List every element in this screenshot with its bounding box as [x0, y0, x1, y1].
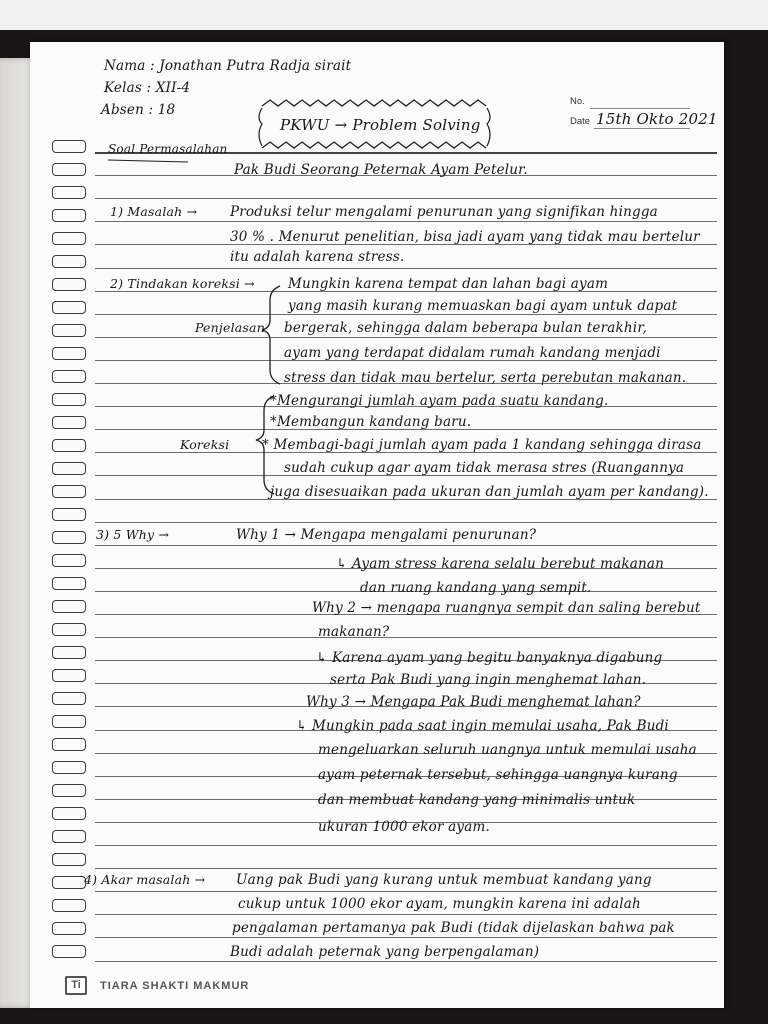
- note-line: dan membuat kandang yang minimalis untuk: [318, 792, 636, 808]
- note-line: Why 2 → mengapa ruangnya sempit dan saling berebut: [312, 600, 701, 616]
- note-line: Mungkin karena tempat dan lahan bagi ayam: [288, 276, 609, 292]
- no-label: No.: [570, 96, 585, 107]
- note-line: ayam yang terdapat didalam rumah kandang menjadi: [284, 345, 661, 361]
- note-line: Why 3 → Mengapa Pak Budi menghemat lahan?: [306, 694, 641, 710]
- note-line: ↳ Ayam stress karena selalu berebut makanan: [336, 556, 665, 572]
- note-line: Budi adalah peternak yang berpengalaman): [230, 944, 540, 960]
- date-value: 15th Okto 2021: [596, 110, 718, 128]
- note-line: 30 % . Menurut penelitian, bisa jadi ayam yang tidak mau bertelur: [230, 229, 700, 245]
- brand-logo: Ti: [65, 976, 87, 995]
- section-label: Penjelasan: [195, 320, 265, 335]
- student-name: Nama : Jonathan Putra Radja sirait: [104, 58, 352, 74]
- section-label: 4) Akar masalah →: [84, 872, 206, 887]
- soal-text: Pak Budi Seorang Peternak Ayam Petelur.: [234, 162, 528, 178]
- student-class: Kelas : XII-4: [104, 80, 191, 96]
- note-line: Why 1 → Mengapa mengalami penurunan?: [236, 527, 537, 543]
- section-label: Koreksi: [180, 437, 230, 452]
- section-label: 2) Tindakan koreksi →: [110, 276, 255, 291]
- note-line: serta Pak Budi yang ingin menghemat lahan.: [330, 672, 647, 688]
- note-line: bergerak, sehingga dalam beberapa bulan terakhir,: [284, 320, 647, 336]
- note-line: ukuran 1000 ekor ayam.: [318, 819, 490, 835]
- note-line: *Mengurangi jumlah ayam pada suatu kandang.: [270, 393, 609, 409]
- note-line: Produksi telur mengalami penurunan yang signifikan hingga: [230, 204, 658, 220]
- note-line: makanan?: [318, 624, 390, 640]
- note-line: ayam peternak tersebut, sehingga uangnya kurang: [318, 767, 678, 783]
- note-line: stress dan tidak mau bertelur, serta perebutan makanan.: [284, 370, 687, 386]
- note-line: pengalaman pertamanya pak Budi (tidak dijelaskan bahwa pak: [232, 920, 675, 936]
- note-line: cukup untuk 1000 ekor ayam, mungkin karena ini adalah: [238, 896, 641, 912]
- note-line: Uang pak Budi yang kurang untuk membuat kandang yang: [236, 872, 652, 888]
- student-absen: Absen : 18: [101, 102, 176, 118]
- note-line: ↳ Mungkin pada saat ingin memulai usaha, Pak Budi: [296, 718, 669, 734]
- note-line: sudah cukup agar ayam tidak merasa stres (Ruangannya: [284, 460, 685, 476]
- note-line: itu adalah karena stress.: [230, 249, 405, 265]
- section-label: 1) Masalah →: [110, 204, 198, 219]
- page-title: PKWU → Problem Solving: [280, 116, 481, 134]
- section-label: 3) 5 Why →: [96, 527, 170, 542]
- note-line: dan ruang kandang yang sempit.: [360, 580, 592, 596]
- note-line: ↳ Karena ayam yang begitu banyaknya digabung: [316, 650, 663, 666]
- note-line: juga disesuaikan pada ukuran dan jumlah ayam per kandang).: [270, 484, 709, 500]
- note-line: yang masih kurang memuaskan bagi ayam untuk dapat: [288, 298, 678, 314]
- brand-footer: TIARA SHAKTI MAKMUR: [100, 980, 250, 992]
- note-line: mengeluarkan seluruh uangnya untuk memulai usaha: [318, 742, 697, 758]
- date-label: Date: [570, 116, 591, 127]
- note-line: * Membagi-bagi jumlah ayam pada 1 kandang sehingga dirasa: [262, 437, 702, 453]
- soal-label: Soal Permasalahan: [108, 142, 228, 156]
- note-line: *Membangun kandang baru.: [270, 414, 472, 430]
